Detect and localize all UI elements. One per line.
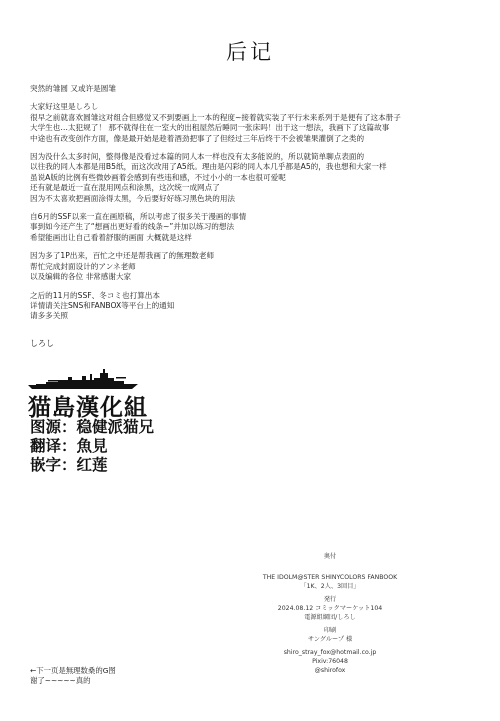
credit-source: 图源：稳健派猫兄 xyxy=(30,418,155,436)
text-line: 很早之前就喜欢圆雏这对组合但感觉又不到要画上一本的程度~接着就实装了平行未来系列于是便有了这本册子 xyxy=(30,112,401,122)
colophon-heading: 奥付 xyxy=(323,553,337,560)
credit-typesetter: 嵌字：红莲 xyxy=(30,456,108,474)
paragraph xyxy=(30,291,475,322)
book-subtitle: 「1K、2人、3回目」 xyxy=(300,583,360,590)
text-line: 希望能画出让自己看着舒服的画面 大概就是这样 xyxy=(30,232,192,242)
text-line: 中途也有改变创作方面，像是最开始是趁着酒劲把事了了但经过三年后终于不会被雏果灌倒了之类的 xyxy=(30,133,365,143)
paragraph xyxy=(30,212,475,243)
contact-twitter: @shirofox xyxy=(314,667,346,674)
footnote-line: ←下一页是無理数桑的G图 xyxy=(30,666,116,675)
text-line: 还有就是最近一直在混用网点和涂黑，这次统一成网点了 xyxy=(30,183,220,193)
colophon xyxy=(210,552,450,675)
scanlation-group-name: 猫島漢化組 xyxy=(28,395,148,421)
text-line: 大学生也…太犯规了！ 那不就得住在一室大的出租屋然后睡同一张床吗！出于这一想法，我画下了这篇故事 xyxy=(30,123,390,133)
text-line: 事到如今还产生了“想画出更好看的线条~”并加以练习的想法 xyxy=(30,222,235,232)
text-line: 突然的雏圆 又或许是圆雏 xyxy=(30,84,116,93)
contact-email: shiro_stray_fox@hotmail.co.jp xyxy=(283,649,377,656)
text-line: 详情请关注SNS和FANBOX等平台上的通知 xyxy=(30,300,175,310)
contact-pixiv: Pixiv:76048 xyxy=(312,658,348,665)
text-line: 以往我的同人本都是用B5纸，而这次改用了A5纸。理由是闪彩的同人本几乎都是A5的，我也想和大家一样 xyxy=(30,162,387,172)
print-label: 印刷 xyxy=(323,627,337,634)
issue-info: 2024.08.12 コミックマーケット104 xyxy=(277,605,383,612)
printer-name: サングループ 様 xyxy=(307,636,353,643)
text-line: 请多多关照 xyxy=(30,311,68,321)
credit-translator: 翻译：魚見 xyxy=(30,437,108,455)
author-signature: しろし xyxy=(30,339,54,348)
text-line: 因为不太喜欢把画面涂得太黑，今后要好好练习黑色块的用法 xyxy=(30,193,236,203)
credits-list xyxy=(30,418,154,475)
paragraph xyxy=(30,152,475,204)
text-line: 大家好这里是しろし xyxy=(30,102,99,112)
text-line: 帮忙完成封面设计的アンネ老师 xyxy=(30,261,136,271)
translator-footnote xyxy=(30,666,116,686)
text-line: 因为没什么太多时间，整得像是没看过本篇的同人本一样也没有太多能说的，所以就简单聊点表面的 xyxy=(30,152,365,162)
text-line: 自6月的SSF以来一直在画原稿，所以考虑了很多关于漫画的事情 xyxy=(30,212,247,222)
text-line: 虽说A版的比例有些微妙画着会感到有些违和感，不过小小的一本也很可爱呢 xyxy=(30,172,286,182)
afterword-body xyxy=(30,84,475,330)
page-title: 后记 xyxy=(226,40,274,64)
circle-name: 電源組綱団/しろし xyxy=(304,614,356,621)
battleship-silhouette-icon xyxy=(28,368,138,390)
book-title: THE IDOLM@STER SHINYCOLORS FANBOOK xyxy=(262,574,398,581)
paragraph xyxy=(30,84,475,94)
footnote-line: 谢了~~~~~真的 xyxy=(30,676,91,685)
text-line: 之后的11月的SSF、冬コミ也打算出本 xyxy=(30,290,160,300)
text-line: 以及编辑的各位 非常感谢大家 xyxy=(30,272,132,282)
paragraph xyxy=(30,102,475,144)
paragraph xyxy=(30,251,475,282)
text-line: 因为多了1P出来，百忙之中还是帮我画了的無理数老师 xyxy=(30,251,215,261)
issue-label: 発行 xyxy=(323,596,337,603)
